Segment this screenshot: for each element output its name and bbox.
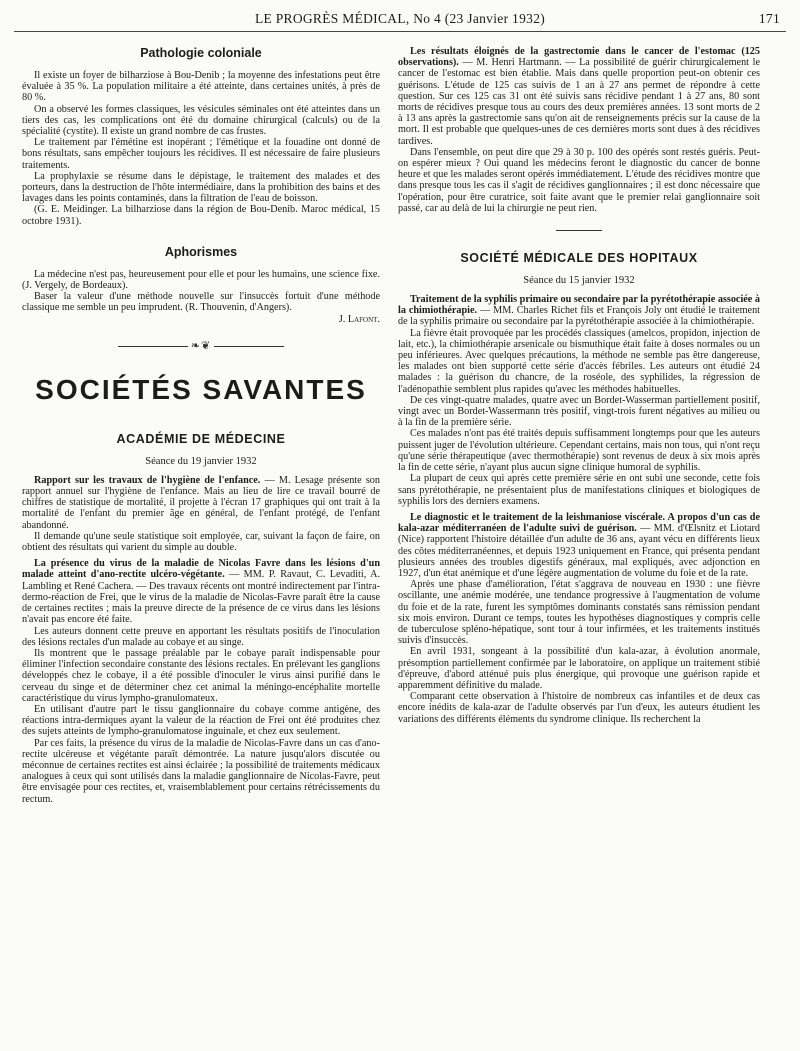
aphorismes-text (22, 269, 380, 325)
paragraph-text: — M. Henri Hartmann. — La possibilité de guérir chirurgicalement le cancer de l'estomac est bien établie. Mais dans quelle proportion peut-on obtenir ces guérisons. L'étude de 125 cas suivis de 1 an à 27 ans permet de répondre à cette question. Sur ces 125 cas 31 ont été suivis sans récidive pendant 1 à 27 ans, 80 sont morts de récidives presque tous au cours des deux premières années. 13 sont morts de 2 à 13 ans après la gastrectomie sans qu'on ait de renseignements précis sur la cause de la mort. Il est probable que quelques-unes de ces dernières morts sont dues à des récidives tardives. (398, 57, 760, 147)
paragraph (22, 626, 380, 648)
paragraph (22, 648, 380, 704)
main-section-title: SOCIÉTÉS SAVANTES (35, 373, 367, 405)
paragraph: Baser la valeur d'une méthode nouvelle sur l'insuccès fortuit d'une méthode classique me semble un peu imprudent. (R. Thouvenin, d'Angers). (22, 291, 380, 314)
paragraph-text: En avril 1931, songeant à la possibilité d'un kala-azar, à évolution anormale, présomption partiellement confirmée par le laboratoire, on applique un traitement stibié d'épreuve, d'abord atténué puis plus énergique, qui provoque une guérison rapide et apparemment définitive du malade. (398, 646, 760, 691)
ornamental-divider: ❧❦ (22, 339, 380, 352)
paragraph-text: — MM. Charles Richet fils et François Joly ont étudié le traitement de la syphilis primaire ou secondaire par la pyrétothérapie associée à la chimiothérapie. (398, 305, 760, 328)
paragraph: On a observé les formes classiques, les vésicules séminales ont été atteintes dans un tiers des cas, les complications ont été du domaine chirurgical (calculs) ou de la spécialité (cystite). Il existe un grand nombre de cas frustes. (22, 103, 380, 138)
paragraph-text: Dans l'ensemble, on peut dire que 29 à 30 p. 100 des opérés sont restés guéris. Peut-on espérer mieux ? Oui quand les médecins feront le diagnostic du cancer de bonne heure et que les malades seront opérés immédiatement. L'étude des récidives montre que dans presque tous les cas il s'agit de récidives ganglionnaires ; il est donc nécessaire que l'opération, pour être curatrice, soit faite avant que le premier relai ganglionnaire soit passé, car au delà de lui la chirurgie ne peut rien. (398, 146, 760, 214)
section-title-pathologie: Pathologie coloniale (140, 46, 262, 60)
paragraph-heading: La présence du virus de la maladie de Nicolas Favre dans les lésions d'un malade atteint d'ano-rectite ulcéro-végétante. (22, 558, 380, 581)
paragraph-heading: Le diagnostic et le traitement de la leishmaniose viscérale. A propos d'un cas de kala-azar méditerranéen de l'adulte suivi de guérison. (398, 511, 760, 535)
smh-text (398, 294, 760, 725)
signature: J. Lafont. (338, 313, 380, 325)
paragraph-text: La fièvre était provoquée par les procédés classiques (amelcos, propidon, injection de lait, etc.), la chimiothérapie arsenicale ou bismuthique était faite à doses normales ou un peu inférieures. Avec quelques précautions, la méthode ne semble pas être dangereuse, les malades ont bien supporté cette série d'accès fébriles. Les auteurs ont étudié 24 malades : la guérison du chancre, de la roséole, des syphilides, la régression de l'adénopathie semblent plus rapides qu'avec les méthodes habituelles. (398, 327, 760, 395)
paragraph-text: En utilisant d'autre part le tissu ganglionnaire du cobaye comme antigène, des réactions intra-dermiques ayant la valeur de la réaction de Frei ont été produites chez des sujets atteints de lympho-granulomatose inguinale, et chez eux seulement. (22, 703, 380, 738)
academie-text (22, 475, 380, 805)
paragraph (22, 738, 380, 805)
paragraph (22, 531, 380, 553)
paragraph-heading: Les résultats éloignés de la gastrectomie dans le cancer de l'estomac (125 observations). (398, 46, 760, 69)
paragraph: Le traitement par l'émétine est inopérant ; l'émétique et la fouadine ont donné de bons résultats, sans empêcher toujours les récidives. Il est nécessaire de faire plusieurs traitements. (22, 137, 380, 171)
paragraph (398, 473, 760, 507)
paragraph-text: Il demande qu'une seule statistique soit employée, car, suivant la façon de faire, on obtient des résultats qui varient du simple au double. (22, 530, 380, 554)
gastrectomie-text (398, 46, 760, 214)
paragraph-text: De ces vingt-quatre malades, quatre avec un Bordet-Wasserman partiellement positif, vingt avec un Bordet-Wassermann très positif, vingt-trois furent négatives au milieu ou à la fin de la première série. (398, 394, 760, 429)
section-title-academie: ACADÉMIE DE MÉDECINE (116, 431, 286, 446)
paragraph: (G. E. Meidinger. La bilharziose dans la région de Bou-Denib. Maroc médical, 15 octobre 1931). (22, 204, 380, 227)
paragraph (398, 395, 760, 429)
page-number: 171 (758, 11, 780, 26)
paragraph (398, 646, 760, 691)
paragraph (22, 558, 380, 625)
paragraph (398, 294, 760, 328)
left-column (22, 46, 380, 805)
journal-title: LE PROGRÈS MÉDICAL, No 4 (23 Janvier 1932) (254, 11, 546, 26)
paragraph (398, 691, 760, 725)
paragraph: La médecine n'est pas, heureusement pour elle et pour les humains, une science fixe. (J. Vergely, de Bordeaux). (22, 268, 380, 292)
paragraph-text: La plupart de ceux qui après cette première série en ont subi une seconde, cette fois sans pyrétothérapie, ne présentaient plus de manifestations cliniques et biologiques de syphilis lors des derniers examens. (398, 473, 760, 507)
paragraph (398, 147, 760, 214)
paragraph-text: — M. Lesage présente son rapport annuel sur l'hygiène de l'enfance. Mais au lieu de lire ce travail bourré de chiffres de statistique de mortalité, il projette à l'écran 17 graphiques qui ont trait à la mortalité de l'enfant du premier âge en général, de l'enfant protégé, de l'enfant abandonné. (22, 474, 380, 531)
paragraph-text: Comparant cette observation à l'histoire de nombreux cas infantiles et de deux cas encore inédits de kala-azar de l'adulte observés par l'un d'eux, les auteurs étudient les variations des différents éléments du syndrome clinique. Ils recherchent la (398, 691, 760, 725)
paragraph (398, 428, 760, 473)
paragraph-text: Par ces faits, la présence du virus de la maladie de Nicolas-Favre dans un cas d'ano-rectite ulcéreuse et végétante paraît démontrée. La nature jusqu'alors discutée ou méconnue de certaines rectites est ainsi éclairée ; la possibilité de traitements médicaux analogues à ceux qui sont utilisés dans la maladie ganglionnaire de Nicolas-Favre, peut être envisagée pour ces rectites, et, vraisemblablement pour certains rétrécissements du rectum. (22, 737, 380, 805)
paragraph-heading: Traitement de la syphilis primaire ou secondaire par la pyrétothérapie associée à la chimiothérapie. (398, 294, 760, 317)
paragraph (398, 328, 760, 395)
paragraph: La prophylaxie se résume dans le dépistage, le traitement des malades et des porteurs, dans la destruction de l'hôte intermédiaire, dans la prohibition des bains et des lavages dans les points contaminés, dans la filtration de l'eau de boisson. (22, 170, 380, 205)
section-title-aphorismes: Aphorismes (164, 244, 238, 259)
paragraph (398, 512, 760, 579)
right-column (398, 46, 760, 725)
paragraph (22, 475, 380, 531)
paragraph-text: Les auteurs donnent cette preuve en apportant les résultats positifs de l'inoculation des lésions rectales d'un malade au cobaye et au singe. (22, 625, 380, 648)
pathologie-text (22, 70, 380, 227)
paragraph-text: Après une phase d'amélioration, l'état s'aggrava de nouveau en 1930 : une fièvre oscillante, une anémie modérée, une tendance progressive à l'augmentation de volume du foie et de la rate, furent les symptômes dominants constatés sans rémission pendant six mois environ. Durant ce temps, toutes les hypothèses diagnostiques y compris celle de tuberculose spléno-hépatique, sont tour à tour infirmées, et les traitements institués suivis d'insuccès. (398, 579, 760, 647)
paragraph (398, 579, 760, 646)
section-title-smh: SOCIÉTÉ MÉDICALE DES HOPITAUX (460, 251, 698, 266)
paragraph (398, 46, 760, 147)
paragraph (22, 704, 380, 738)
session-date: Séance du 19 janvier 1932 (145, 455, 257, 467)
paragraph-heading: Rapport sur les travaux de l'hygiène de l'enfance. (34, 474, 261, 486)
paragraph: Il existe un foyer de bilharziose à Bou-Denib ; la moyenne des infestations peut être évaluée à 35 %. La population militaire a été atteinte, dans certaines unités, à près de 80 %. (22, 70, 380, 104)
paragraph-text: Ces malades n'ont pas été traités depuis suffisamment longtemps pour que les auteurs puissent juger de l'évolution ultérieure. Cependant certains, mais non tous, qui n'ont reçu qu'une série thérapeutique (avec thermothérapie) sont revenus de deux à six mois après la fin de cette série, n'ayant plus aucun signe clinique humoral de syphilis. (398, 428, 760, 474)
session-date: Séance du 15 janvier 1932 (523, 275, 635, 287)
paragraph-text: — MM. d'Œlsnitz et Liotard (Nice) rapportent l'histoire détaillée d'un adulte de 36 ans, ayant vécu en différents lieux des côtes méditerranéennes, et depuis 1923 uniquement en France, qui présenta pendant plusieurs années des troubles digestifs généraux, mal expliqués, avec adjonction en 1927, d'un état anémique et d'une légère augmentation de volume du foie et de la rate. (398, 523, 760, 579)
paragraph-text: Ils montrent que le passage préalable par le cobaye paraît indispensable pour éliminer l'infection secondaire constante des lésions rectales. En prélevant les ganglions développés chez le cobaye, il a été possible d'inoculer le virus ainsi purifié dans le cerveau du singe et de déterminer chez cet animal la méningo-encéphalite mortelle caractéristique du virus lympho-granulomateux. (22, 647, 380, 704)
paragraph-text: — MM. P. Ravaut, C. Levaditi, A. Lambling et René Cachera. — Des travaux récents ont montré indirectement par l'intra-dermo-réaction de Frei, que le virus de la maladie de Nicolas-Favre paraît être la cause de certaines rectites ; mais la preuve directe de la présence de ce virus dans les lésions n'avait pas encore été faite. (22, 569, 381, 626)
running-header (14, 8, 786, 32)
divider (556, 230, 602, 231)
